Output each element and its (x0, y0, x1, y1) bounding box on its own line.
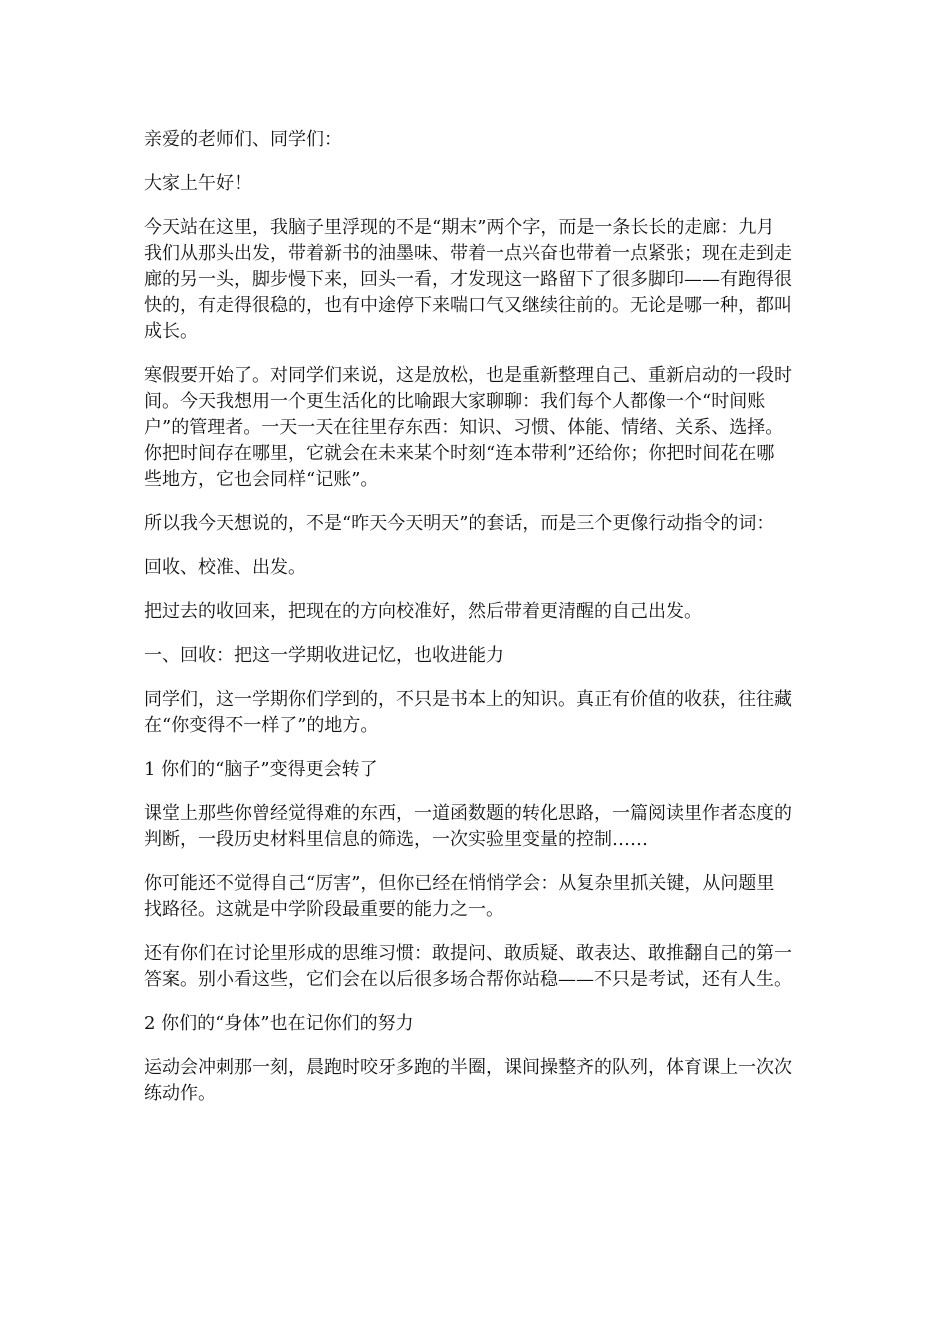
paragraph-harvest: 同学们，这一学期你们学到的，不只是书本上的知识。真正有价值的收获，往往藏在“你变得不一样了”的地方。 (144, 689, 792, 736)
salutation: 亲爱的老师们、同学们： (144, 129, 342, 150)
section-heading-1: 一、回收：把这一学期收进记忆，也收进能力 (144, 645, 504, 666)
paragraph-summary: 把过去的收回来，把现在的方向校准好，然后带着更清醒的自己出发。 (144, 601, 702, 622)
paragraph-sports: 运动会冲刺那一刻，晨跑时咬牙多跑的半圈，课间操整齐的队列，体育课上一次次练动作。 (144, 1057, 792, 1104)
paragraph-corridor: 今天站在这里，我脑子里浮现的不是“期末”两个字，而是一条长长的走廊：九月我们从那头出发，带着新书的油墨味、带着一点兴奋也带着一点紧张；现在走到走廊的另一头，脚步慢下来，回头一看，才发现这一路留下了很多脚印——有跑得很快的，有走得很稳的，也有中途停下来喘口气又继续往前的。无论是哪一种，都叫成长。 (144, 217, 792, 342)
paragraph-ability: 你可能还不觉得自己“厉害”，但你已经在悄悄学会：从复杂里抓关键，从问题里找路径。这就是中学阶段最重要的能力之一。 (144, 873, 775, 920)
subheading-1: 1 你们的“脑子”变得更会转了 (144, 759, 378, 780)
paragraph-three-words-intro: 所以我今天想说的，不是“昨天今天明天”的套话，而是三个更像行动指令的词： (144, 513, 775, 534)
greeting: 大家上午好！ (144, 173, 252, 194)
document-body (144, 127, 792, 1125)
paragraph-time-account: 寒假要开始了。对同学们来说，这是放松，也是重新整理自己、重新启动的一段时间。今天我想用一个更生活化的比喻跟大家聊聊：我们每个人都像一个“时间账户”的管理者。一天一天在往里存东西：知识、习惯、体能、情绪、关系、选择。你把时间存在哪里，它就会在未来某个时刻“连本带利”还给你；你把时间花在哪些地方，它也会同样“记账”。 (144, 365, 792, 490)
paragraph-thinking-habits: 还有你们在讨论里形成的思维习惯：敢提问、敢质疑、敢表达、敢推翻自己的第一答案。别小看这些，它们会在以后很多场合帮你站稳——不只是考试，还有人生。 (144, 943, 792, 990)
paragraph-classroom: 课堂上那些你曾经觉得难的东西，一道函数题的转化思路，一篇阅读里作者态度的判断，一段历史材料里信息的筛选，一次实验里变量的控制…… (144, 803, 792, 850)
paragraph-three-words: 回收、校准、出发。 (144, 557, 306, 578)
subheading-2: 2 你们的“身体”也在记你们的努力 (144, 1013, 414, 1034)
